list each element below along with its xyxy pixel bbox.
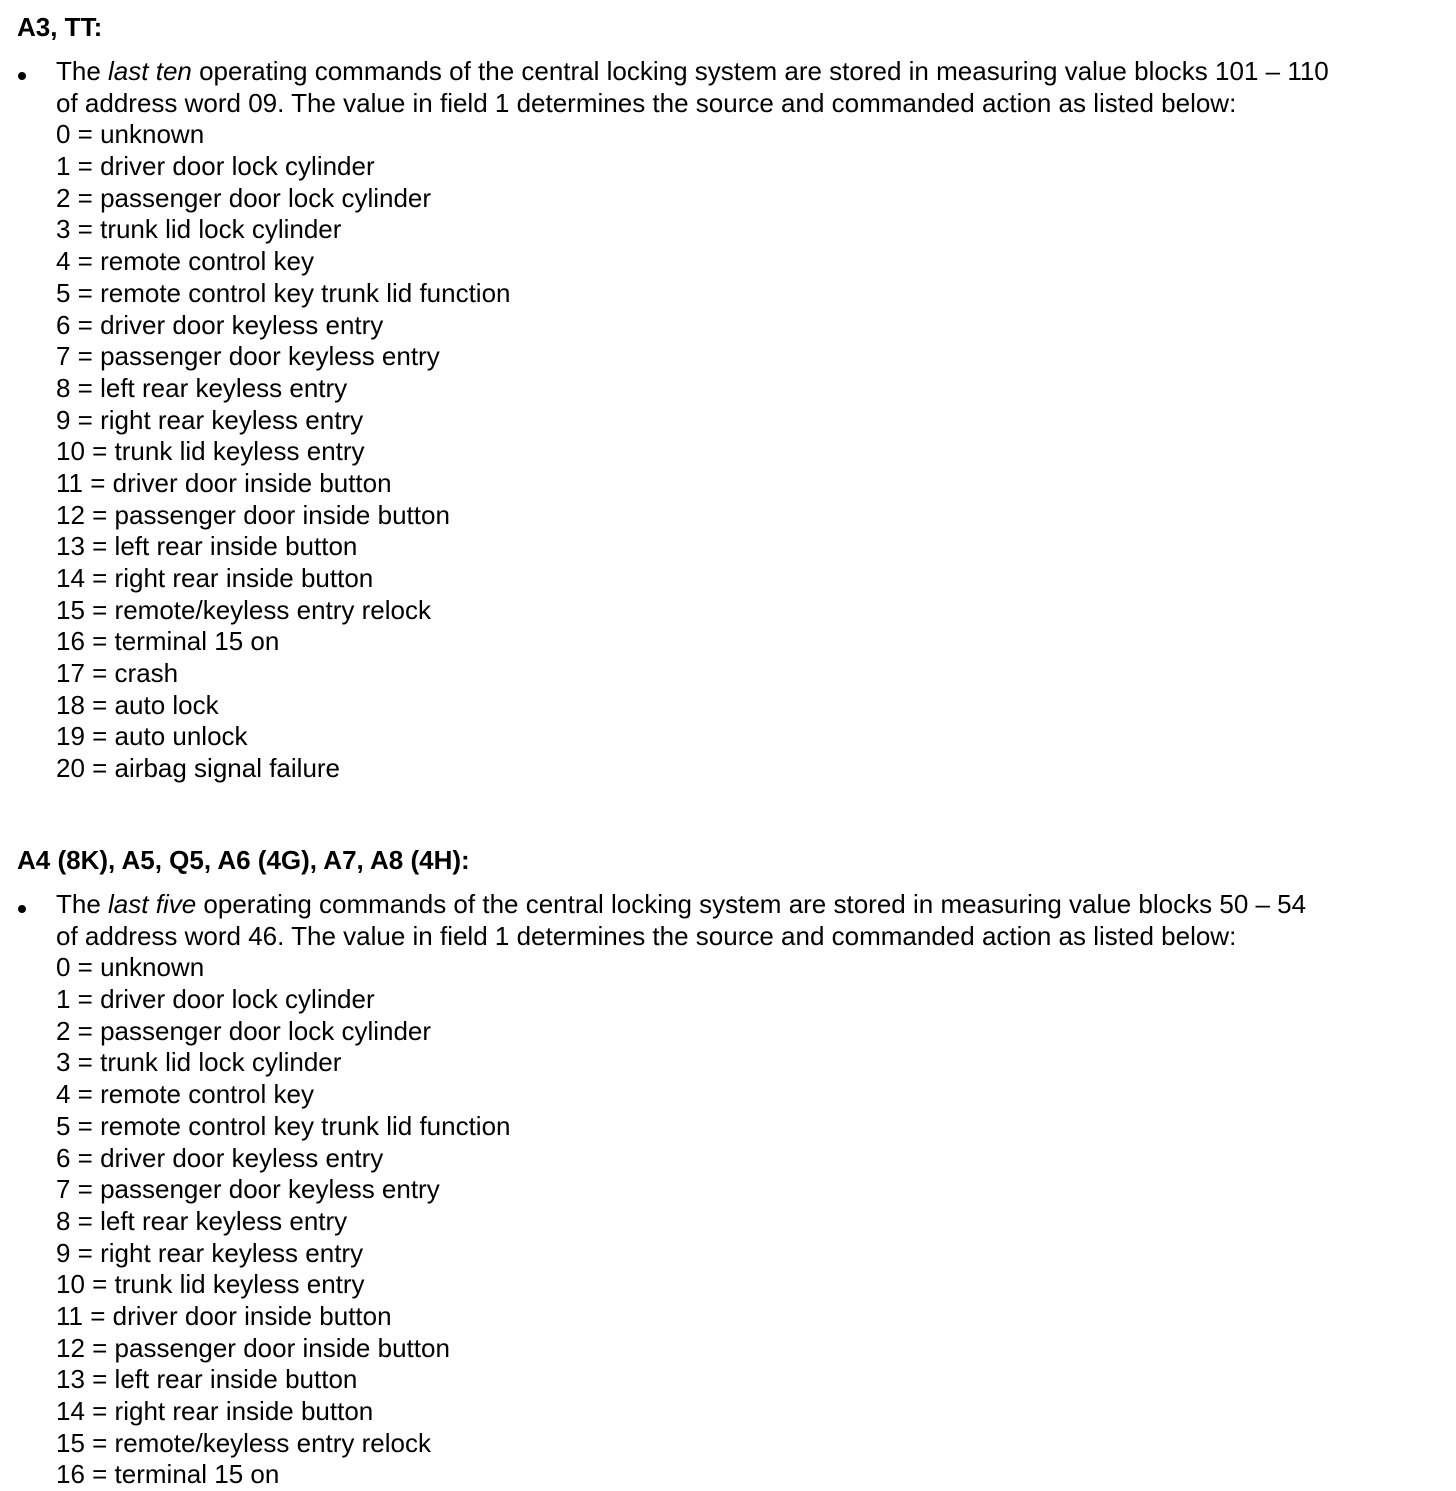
code-list-item: 8 = left rear keyless entry <box>56 1205 348 1236</box>
code-list-item: 1 = driver door lock cylinder <box>56 984 375 1015</box>
code-list-item: 11 = driver door inside button <box>56 1300 392 1331</box>
code-list-item: 14 = right rear inside button <box>56 563 374 593</box>
intro-emphasis: last five <box>108 889 197 919</box>
code-list-item: 4 = remote control key <box>56 1079 314 1110</box>
code-list-item: 7 = passenger door keyless entry <box>56 1174 440 1205</box>
code-list-item: 0 = unknown <box>56 119 205 150</box>
bullet-text <box>56 56 1448 785</box>
code-list-item: 16 = terminal 15 on <box>56 626 280 657</box>
code-list-item: 3 = trunk lid lock cylinder <box>56 1047 342 1078</box>
code-list-item: 5 = remote control key trunk lid function <box>56 277 511 308</box>
code-list-item: 12 = passenger door inside button <box>56 499 450 530</box>
intro-emphasis: last ten <box>108 56 192 86</box>
code-list <box>56 952 1448 1491</box>
code-list <box>56 119 1448 784</box>
code-list-item: 8 = left rear keyless entry <box>56 372 348 403</box>
code-list-item: 3 = trunk lid lock cylinder <box>56 214 342 245</box>
code-list-item: 19 = auto unlock <box>56 721 248 752</box>
code-list-item: 4 = remote control key <box>56 246 314 277</box>
bullet-item-a3-tt <box>0 56 1456 788</box>
code-list-item: 10 = trunk lid keyless entry <box>56 436 365 467</box>
code-list-item: 0 = unknown <box>56 952 205 983</box>
bullet-icon <box>18 905 26 913</box>
code-list-item: 11 = driver door inside button <box>56 467 392 498</box>
code-list-item: 1 = driver door lock cylinder <box>56 151 375 182</box>
code-list-item: 15 = remote/keyless entry relock <box>56 594 431 625</box>
intro-before: The <box>56 889 109 919</box>
intro-before: The <box>56 56 109 86</box>
code-list-item: 17 = crash <box>56 658 179 689</box>
bullet-item-a4-a8 <box>0 889 1456 1488</box>
code-list-item: 5 = remote control key trunk lid function <box>56 1110 511 1141</box>
intro-after: operating commands of the central locking system are stored in measuring value blocks 50 – 54 <box>196 889 1307 919</box>
section-heading-a3-tt: A3, TT: <box>17 12 103 42</box>
code-list-item: 14 = right rear inside button <box>56 1396 374 1426</box>
bullet-icon <box>18 72 26 80</box>
intro-line-1 <box>56 889 1448 921</box>
intro-line-1 <box>56 56 1448 88</box>
code-list-item: 16 = terminal 15 on <box>56 1459 280 1490</box>
intro-after: operating commands of the central locking system are stored in measuring value blocks 101 – 110 <box>191 56 1329 86</box>
code-list-item: 15 = remote/keyless entry relock <box>56 1427 431 1458</box>
code-list-item: 10 = trunk lid keyless entry <box>56 1269 365 1300</box>
code-list-item: 20 = airbag signal failure <box>56 753 341 784</box>
code-list-item: 2 = passenger door lock cylinder <box>56 1015 432 1046</box>
intro-line-2: of address word 09. The value in field 1 determines the source and commanded action as listed below: <box>56 87 1237 118</box>
code-list-item: 12 = passenger door inside button <box>56 1332 450 1363</box>
code-list-item: 2 = passenger door lock cylinder <box>56 182 432 213</box>
code-list-item: 9 = right rear keyless entry <box>56 1237 364 1268</box>
code-list-item: 18 = auto lock <box>56 689 219 720</box>
code-list-item: 6 = driver door keyless entry <box>56 1142 384 1173</box>
intro-line-2: of address word 46. The value in field 1 determines the source and commanded action as listed below: <box>56 920 1237 951</box>
code-list-item: 13 = left rear inside button <box>56 531 358 562</box>
bullet-text <box>56 889 1448 1491</box>
section-heading-a4-a5-q5-a6-a7-a8: A4 (8K), A5, Q5, A6 (4G), A7, A8 (4H): <box>17 845 470 875</box>
code-list-item: 9 = right rear keyless entry <box>56 404 364 435</box>
code-list-item: 6 = driver door keyless entry <box>56 309 384 340</box>
code-list-item: 13 = left rear inside button <box>56 1364 358 1395</box>
code-list-item: 7 = passenger door keyless entry <box>56 341 440 372</box>
